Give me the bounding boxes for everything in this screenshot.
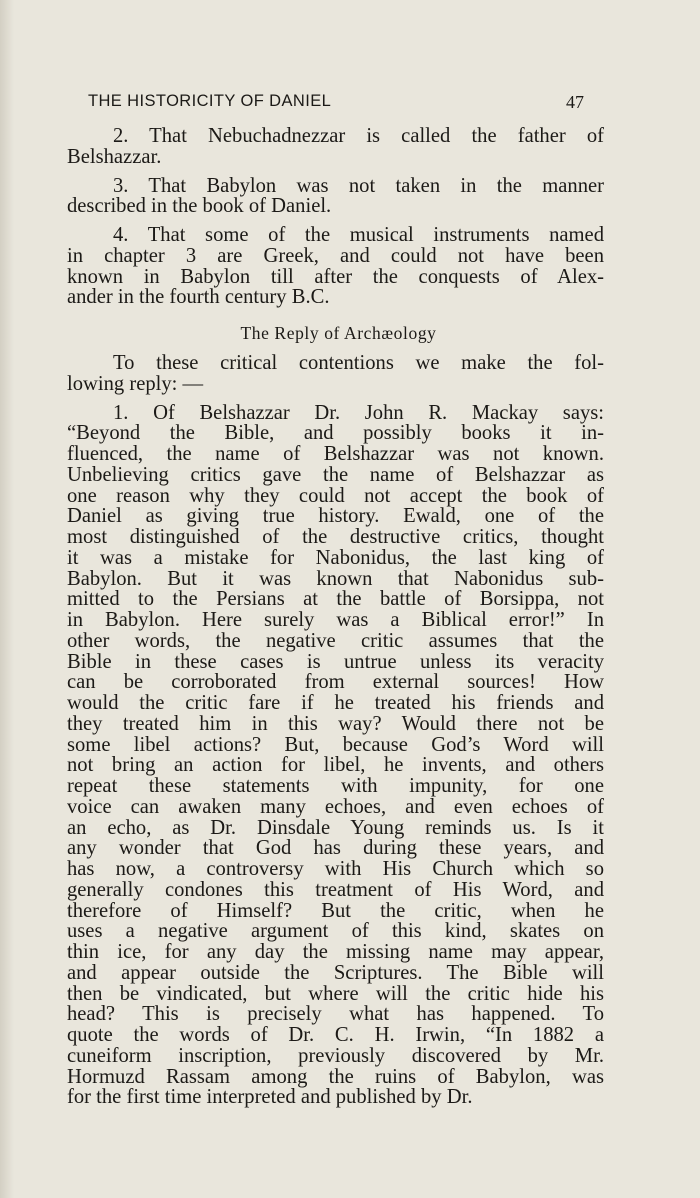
text-line: in Babylon. Here surely was a Biblical error!” In xyxy=(67,609,604,631)
text-line: lowing reply: — xyxy=(67,372,204,395)
text-line: one reason why they could not accept the book of xyxy=(67,484,604,507)
text-line: not bring an action for libel, he invents, and others xyxy=(67,754,604,777)
text-line: it was a mistake for Nabonidus, the last king of xyxy=(67,546,604,569)
text-line: 2. That Nebuchadnezzar is called the father of xyxy=(113,125,604,147)
text-line: most distinguished of the destructive critics, thought xyxy=(67,526,604,548)
text-line: 1. Of Belshazzar Dr. John R. Mackay says: xyxy=(113,401,604,424)
text-line: 3. That Babylon was not taken in the manner xyxy=(113,174,604,197)
text-line: some libel actions? But, because God’s Word will xyxy=(67,733,604,756)
paragraph xyxy=(67,403,604,1109)
body-text xyxy=(67,126,604,1108)
text-line: Unbelieving critics gave the name of Belshazzar as xyxy=(67,463,604,486)
text-line: generally condones this treatment of His Word, and xyxy=(67,878,604,901)
text-line: 4. That some of the musical instruments named xyxy=(113,224,604,246)
text-line: an echo, as Dr. Dinsdale Young reminds us. Is it xyxy=(67,816,604,839)
text-line: any wonder that God has during these years, and xyxy=(67,837,604,860)
text-line: described in the book of Daniel. xyxy=(67,195,332,218)
text-line: has now, a controversy with His Church which so xyxy=(67,858,604,880)
text-line: mitted to the Persians at the battle of Borsippa, not xyxy=(67,588,604,611)
text-line: head? This is precisely what has happened. To xyxy=(67,1003,604,1026)
paragraph xyxy=(67,126,604,168)
page-number: 47 xyxy=(566,92,584,112)
text-line: can be corroborated from external sources! How xyxy=(67,671,604,694)
text-line: uses a negative argument of this kind, skates on xyxy=(67,920,604,943)
text-line: therefore of Himself? But the critic, when he xyxy=(67,899,604,922)
text-line: Daniel as giving true history. Ewald, one of the xyxy=(67,505,604,528)
section-heading: The Reply of Archæology xyxy=(240,323,437,343)
text-line: thin ice, for any day the missing name may appear, xyxy=(67,941,604,963)
text-line: known in Babylon till after the conquests of Alex- xyxy=(67,265,604,288)
text-line: Bible in these cases is untrue unless its veracity xyxy=(67,650,604,673)
text-line: voice can awaken many echoes, and even echoes of xyxy=(67,795,604,818)
paragraphs-after xyxy=(67,353,604,1108)
text-line: “Beyond the Bible, and possibly books it in- xyxy=(67,422,604,445)
text-line: fluenced, the name of Belshazzar was not known. xyxy=(67,443,604,465)
text-line: Babylon. But it was known that Nabonidus sub- xyxy=(67,567,604,590)
running-title: THE HISTORICITY OF DANIEL xyxy=(88,92,332,110)
text-line: would the critic fare if he treated his friends and xyxy=(67,692,604,714)
text-line: To these critical contentions we make the fol- xyxy=(113,352,604,374)
text-line: quote the words of Dr. C. H. Irwin, “In 1882 a xyxy=(67,1024,604,1046)
running-head xyxy=(88,92,584,114)
paragraph xyxy=(67,176,604,218)
paragraphs-before xyxy=(67,126,604,308)
paragraph xyxy=(67,225,604,308)
text-line: for the first time interpreted and published by Dr. xyxy=(67,1086,473,1109)
paragraph xyxy=(67,353,604,395)
text-line: repeat these statements with impunity, for one xyxy=(67,775,604,797)
text-line: Belshazzar. xyxy=(67,145,162,168)
text-line: they treated him in this way? Would there not be xyxy=(67,712,604,735)
text-line: in chapter 3 are Greek, and could not have been xyxy=(67,244,604,267)
text-line: and appear outside the Scriptures. The Bible will xyxy=(67,961,604,984)
text-line: cuneiform inscription, previously discovered by Mr. xyxy=(67,1044,604,1067)
text-line: other words, the negative critic assumes that the xyxy=(67,629,604,652)
text-line: then be vindicated, but where will the critic hide his xyxy=(67,982,604,1005)
page-gutter-shadow xyxy=(0,0,14,1198)
text-line: ander in the fourth century B.C. xyxy=(67,286,330,309)
text-line: Hormuzd Rassam among the ruins of Babylon, was xyxy=(67,1065,604,1088)
